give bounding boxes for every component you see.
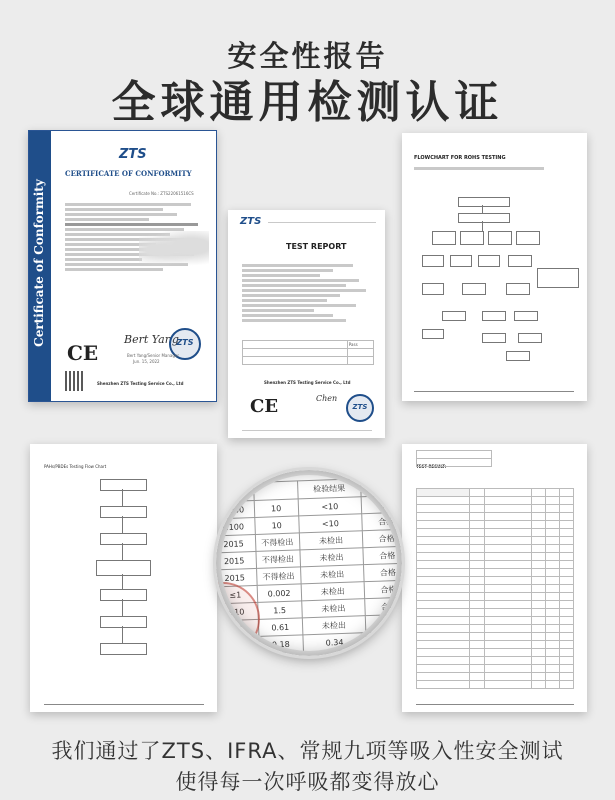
magnifier-cell-result: 未检出 (299, 548, 363, 567)
pahs-flowchart-title: PAHs/PBDEs Testing Flow Chart (44, 464, 107, 469)
magnifier-cell-result: 未检出 (300, 565, 364, 584)
certificate-ce-mark: CE (67, 341, 99, 365)
magnifier-cell-verdict: 合格 (362, 512, 402, 531)
magnifier-cell-verdict: 合格 (365, 614, 402, 633)
magnifier-header: 检验结果 (297, 479, 361, 499)
certificate-side-title: Certificate of Conformity (32, 179, 46, 347)
magnifier-cell-result: 0.34 (302, 633, 366, 652)
magnifier-cell-value: 不得检出 (255, 533, 299, 552)
test-results-document (402, 444, 587, 712)
magnifier-cell-result: 未检出 (301, 599, 365, 618)
magnifier-cell-value: 0.002 (257, 584, 301, 603)
magnifier-cell-verdict: 合格 (364, 563, 402, 582)
magnifier-cell-value: 10 (255, 516, 299, 535)
test-results-table (416, 488, 574, 689)
test-report-title: TEST REPORT (286, 242, 347, 251)
magnifier-cell-verdict: 合格 (363, 529, 402, 548)
magnifier-cell-result: <10 (298, 497, 362, 516)
test-report-fields (242, 262, 372, 324)
certificate-company: Shenzhen ZTS Testing Service Co., Ltd (97, 381, 184, 386)
magnifier-cell-verdict: 合格 (363, 546, 402, 565)
magnifier-cell-value: 0.61 (258, 618, 302, 637)
certificate-signer: Bert Yang/Senior Manager (127, 353, 179, 358)
certificate-date: Jun. 15, 2022 (133, 359, 160, 364)
certificate-document (28, 130, 217, 402)
test-results-heading: TEST RESULT: (416, 464, 447, 469)
pahs-flowchart-document (30, 444, 217, 712)
test-report-company: Shenzhen ZTS Testing Service Co., Ltd (264, 380, 351, 385)
test-report-document (228, 210, 385, 438)
magnifier-cell-verdict: 合格 (364, 580, 402, 599)
magnifier-cell-verdict: 合格 (365, 597, 402, 616)
test-report-ce-mark: CE (250, 396, 279, 417)
footer-line-2: 使得每一次呼吸都变得放心 (175, 770, 440, 794)
certificate-world-map (139, 231, 209, 269)
magnifier-cell-value: 10 (254, 499, 298, 518)
magnifier-lens (216, 470, 402, 656)
certificate-number: Certificate No.: ZTS22061516CS (129, 191, 194, 196)
test-report-signature: Chen (316, 394, 338, 403)
magnifier-cell-result: 未检出 (301, 582, 365, 601)
footer-line-1: 我们通过了ZTS、IFRA、常规九项等吸入性安全测试 (51, 739, 564, 763)
magnifier-cell-left: ≤100 (216, 517, 255, 536)
headline-subtitle: 全球通用检测认证 (111, 77, 504, 128)
certificate-stamp: ZTS (169, 328, 201, 360)
certificate-signature: Bert Yang (124, 333, 179, 346)
magnifier-cell-left: ≤1 (216, 585, 258, 604)
magnifier-cell-verdict: 合格 (361, 495, 402, 514)
magnifier-cell-left: 2015 (216, 534, 256, 553)
certificate-logo: ZTS (119, 147, 147, 162)
magnifier-cell-verdict: 合格 (366, 631, 402, 650)
magnifier-cell-value: 不得检出 (256, 550, 300, 569)
magnifier-cell-value: 1.5 (258, 601, 302, 620)
magnifier-cell-left: 2015 (216, 568, 257, 587)
rohs-flowchart-document (402, 133, 587, 401)
lens-glare (216, 470, 402, 656)
magnifier-cell-left: ≤10 (216, 602, 258, 621)
magnifier-cell-result: <10 (298, 514, 362, 533)
rohs-flowchart-title: FLOWCHART FOR ROHS TESTING (414, 155, 506, 161)
test-report-stamp: ZTS (346, 394, 374, 422)
headline-title: 安全性报告 (227, 39, 388, 73)
magnifier-cell-left: 2015 (216, 551, 256, 570)
magnifier-cell-value: 0.18 (259, 635, 303, 654)
certificate-side-band (29, 131, 51, 401)
magnifier-cell-left: ≤2 (216, 619, 259, 638)
magnifier-cell-result: 未检出 (302, 616, 366, 635)
test-report-table (242, 340, 374, 365)
certificate-title: CERTIFICATE OF CONFORMITY (65, 169, 192, 178)
magnifier-cell-value: 不得检出 (256, 567, 300, 586)
magnifier-cell-result: 未检出 (299, 531, 363, 550)
conclusion-cell: Pass (347, 341, 373, 349)
magnifier-cell-left: (2000 (216, 500, 255, 519)
certificate-qr-code (65, 371, 85, 391)
test-report-logo: ZTS (240, 216, 262, 227)
test-results-header-table (416, 450, 492, 467)
magnifier-cell-left: ≤5 (216, 636, 259, 655)
